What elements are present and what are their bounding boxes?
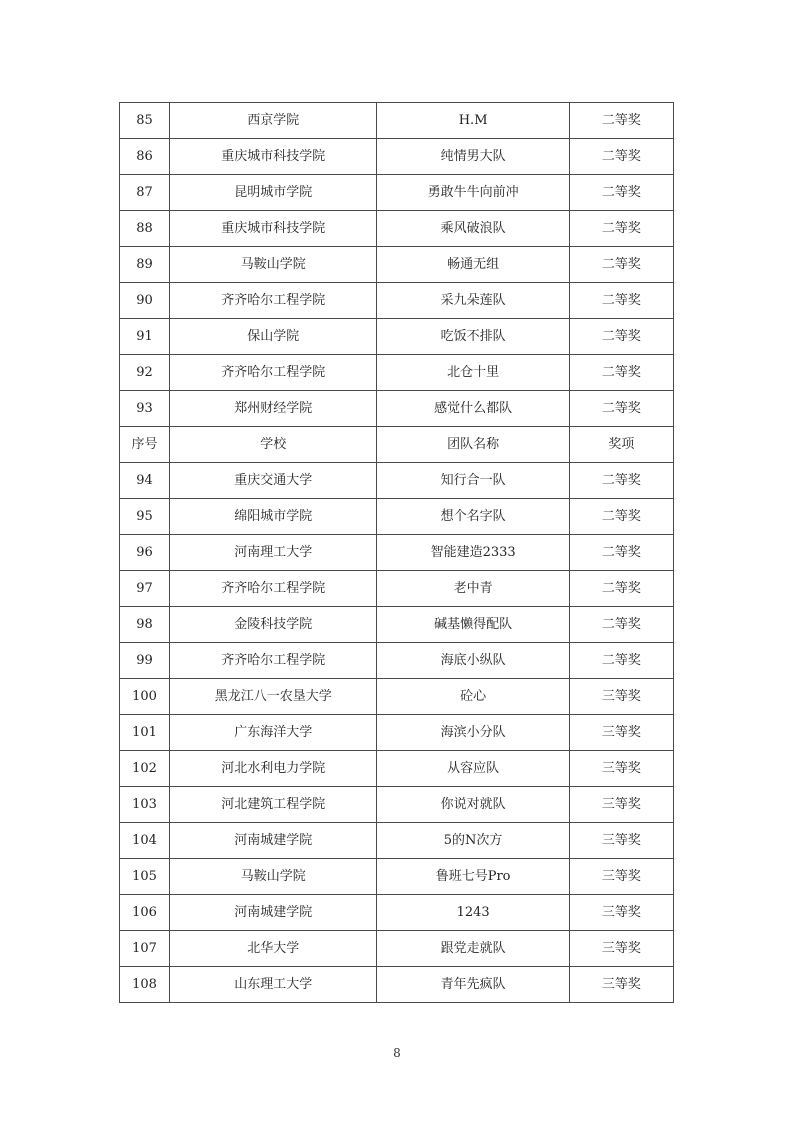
results-table — [119, 102, 674, 1003]
team-name-cell: 你说对就队 — [377, 787, 569, 823]
team-name-cell: 勇敢牛牛向前冲 — [377, 175, 569, 211]
award-cell: 二等奖 — [569, 139, 673, 175]
award-cell: 三等奖 — [569, 967, 673, 1003]
school-cell: 保山学院 — [170, 319, 377, 355]
team-name-cell: 砼心 — [377, 679, 569, 715]
team-name-cell: 乘风破浪队 — [377, 211, 569, 247]
school-cell: 齐齐哈尔工程学院 — [170, 643, 377, 679]
row-number-cell: 86 — [120, 139, 170, 175]
team-name-cell: 纯情男大队 — [377, 139, 569, 175]
team-name-cell: 吃饭不排队 — [377, 319, 569, 355]
school-cell: 齐齐哈尔工程学院 — [170, 355, 377, 391]
table-row — [120, 643, 674, 679]
team-name-cell: 海底小纵队 — [377, 643, 569, 679]
school-cell: 金陵科技学院 — [170, 607, 377, 643]
award-cell: 二等奖 — [569, 175, 673, 211]
row-number-cell: 87 — [120, 175, 170, 211]
row-number-cell: 序号 — [120, 427, 170, 463]
row-number-cell: 98 — [120, 607, 170, 643]
award-cell: 二等奖 — [569, 247, 673, 283]
table-row — [120, 931, 674, 967]
table-row — [120, 895, 674, 931]
award-cell: 二等奖 — [569, 391, 673, 427]
school-cell: 西京学院 — [170, 103, 377, 139]
school-cell: 学校 — [170, 427, 377, 463]
table-row — [120, 283, 674, 319]
award-cell: 三等奖 — [569, 679, 673, 715]
award-cell: 二等奖 — [569, 211, 673, 247]
school-cell: 齐齐哈尔工程学院 — [170, 283, 377, 319]
row-number-cell: 108 — [120, 967, 170, 1003]
row-number-cell: 90 — [120, 283, 170, 319]
row-number-cell: 94 — [120, 463, 170, 499]
school-cell: 马鞍山学院 — [170, 859, 377, 895]
row-number-cell: 99 — [120, 643, 170, 679]
team-name-cell: 从容应队 — [377, 751, 569, 787]
award-cell: 二等奖 — [569, 607, 673, 643]
row-number-cell: 107 — [120, 931, 170, 967]
school-cell: 重庆城市科技学院 — [170, 139, 377, 175]
row-number-cell: 101 — [120, 715, 170, 751]
school-cell: 黑龙江八一农垦大学 — [170, 679, 377, 715]
row-number-cell: 97 — [120, 571, 170, 607]
table-row — [120, 751, 674, 787]
table-row — [120, 859, 674, 895]
table-row — [120, 787, 674, 823]
row-number-cell: 102 — [120, 751, 170, 787]
table-row — [120, 967, 674, 1003]
team-name-cell: 智能建造2333 — [377, 535, 569, 571]
table-row — [120, 463, 674, 499]
page-number: 8 — [393, 1046, 401, 1060]
school-cell: 河北建筑工程学院 — [170, 787, 377, 823]
school-cell: 齐齐哈尔工程学院 — [170, 571, 377, 607]
award-cell: 三等奖 — [569, 859, 673, 895]
award-cell: 三等奖 — [569, 895, 673, 931]
table-row — [120, 103, 674, 139]
team-name-cell: 想个名字队 — [377, 499, 569, 535]
results-table-body — [120, 103, 674, 1003]
row-number-cell: 96 — [120, 535, 170, 571]
row-number-cell: 106 — [120, 895, 170, 931]
team-name-cell: 鲁班七号Pro — [377, 859, 569, 895]
table-row — [120, 355, 674, 391]
row-number-cell: 104 — [120, 823, 170, 859]
award-cell: 二等奖 — [569, 283, 673, 319]
award-cell: 三等奖 — [569, 715, 673, 751]
award-cell: 二等奖 — [569, 355, 673, 391]
table-row — [120, 139, 674, 175]
table-row — [120, 391, 674, 427]
row-number-cell: 93 — [120, 391, 170, 427]
row-number-cell: 89 — [120, 247, 170, 283]
award-cell: 二等奖 — [569, 571, 673, 607]
team-name-cell: 青年先疯队 — [377, 967, 569, 1003]
row-number-cell: 91 — [120, 319, 170, 355]
award-cell: 三等奖 — [569, 823, 673, 859]
table-row — [120, 823, 674, 859]
row-number-cell: 88 — [120, 211, 170, 247]
row-number-cell: 85 — [120, 103, 170, 139]
team-name-cell: 碱基懒得配队 — [377, 607, 569, 643]
row-number-cell: 105 — [120, 859, 170, 895]
school-cell: 山东理工大学 — [170, 967, 377, 1003]
award-cell: 三等奖 — [569, 787, 673, 823]
award-cell: 二等奖 — [569, 535, 673, 571]
school-cell: 重庆交通大学 — [170, 463, 377, 499]
school-cell: 马鞍山学院 — [170, 247, 377, 283]
award-cell: 二等奖 — [569, 643, 673, 679]
table-row — [120, 175, 674, 211]
school-cell: 河南城建学院 — [170, 823, 377, 859]
team-name-cell: 老中青 — [377, 571, 569, 607]
table-row — [120, 499, 674, 535]
school-cell: 北华大学 — [170, 931, 377, 967]
award-cell: 三等奖 — [569, 931, 673, 967]
award-cell: 二等奖 — [569, 499, 673, 535]
table-row — [120, 715, 674, 751]
award-cell: 二等奖 — [569, 103, 673, 139]
team-name-cell: 北仓十里 — [377, 355, 569, 391]
award-cell: 三等奖 — [569, 751, 673, 787]
table-row — [120, 607, 674, 643]
row-number-cell: 100 — [120, 679, 170, 715]
table-row — [120, 571, 674, 607]
team-name-cell: 1243 — [377, 895, 569, 931]
team-name-cell: 感觉什么都队 — [377, 391, 569, 427]
team-name-cell: 采九朵莲队 — [377, 283, 569, 319]
team-name-cell: 5的N次方 — [377, 823, 569, 859]
team-name-cell: 畅通无组 — [377, 247, 569, 283]
school-cell: 河南理工大学 — [170, 535, 377, 571]
team-name-cell: 海滨小分队 — [377, 715, 569, 751]
table-row — [120, 679, 674, 715]
team-name-cell: H.M — [377, 103, 569, 139]
school-cell: 绵阳城市学院 — [170, 499, 377, 535]
award-cell: 二等奖 — [569, 463, 673, 499]
table-row — [120, 319, 674, 355]
table-row — [120, 535, 674, 571]
row-number-cell: 95 — [120, 499, 170, 535]
school-cell: 河南城建学院 — [170, 895, 377, 931]
table-row — [120, 427, 674, 463]
school-cell: 昆明城市学院 — [170, 175, 377, 211]
table-row — [120, 211, 674, 247]
award-cell: 奖项 — [569, 427, 673, 463]
team-name-cell: 团队名称 — [377, 427, 569, 463]
row-number-cell: 92 — [120, 355, 170, 391]
team-name-cell: 知行合一队 — [377, 463, 569, 499]
award-cell: 二等奖 — [569, 319, 673, 355]
school-cell: 河北水利电力学院 — [170, 751, 377, 787]
row-number-cell: 103 — [120, 787, 170, 823]
school-cell: 重庆城市科技学院 — [170, 211, 377, 247]
school-cell: 郑州财经学院 — [170, 391, 377, 427]
school-cell: 广东海洋大学 — [170, 715, 377, 751]
team-name-cell: 跟党走就队 — [377, 931, 569, 967]
table-row — [120, 247, 674, 283]
